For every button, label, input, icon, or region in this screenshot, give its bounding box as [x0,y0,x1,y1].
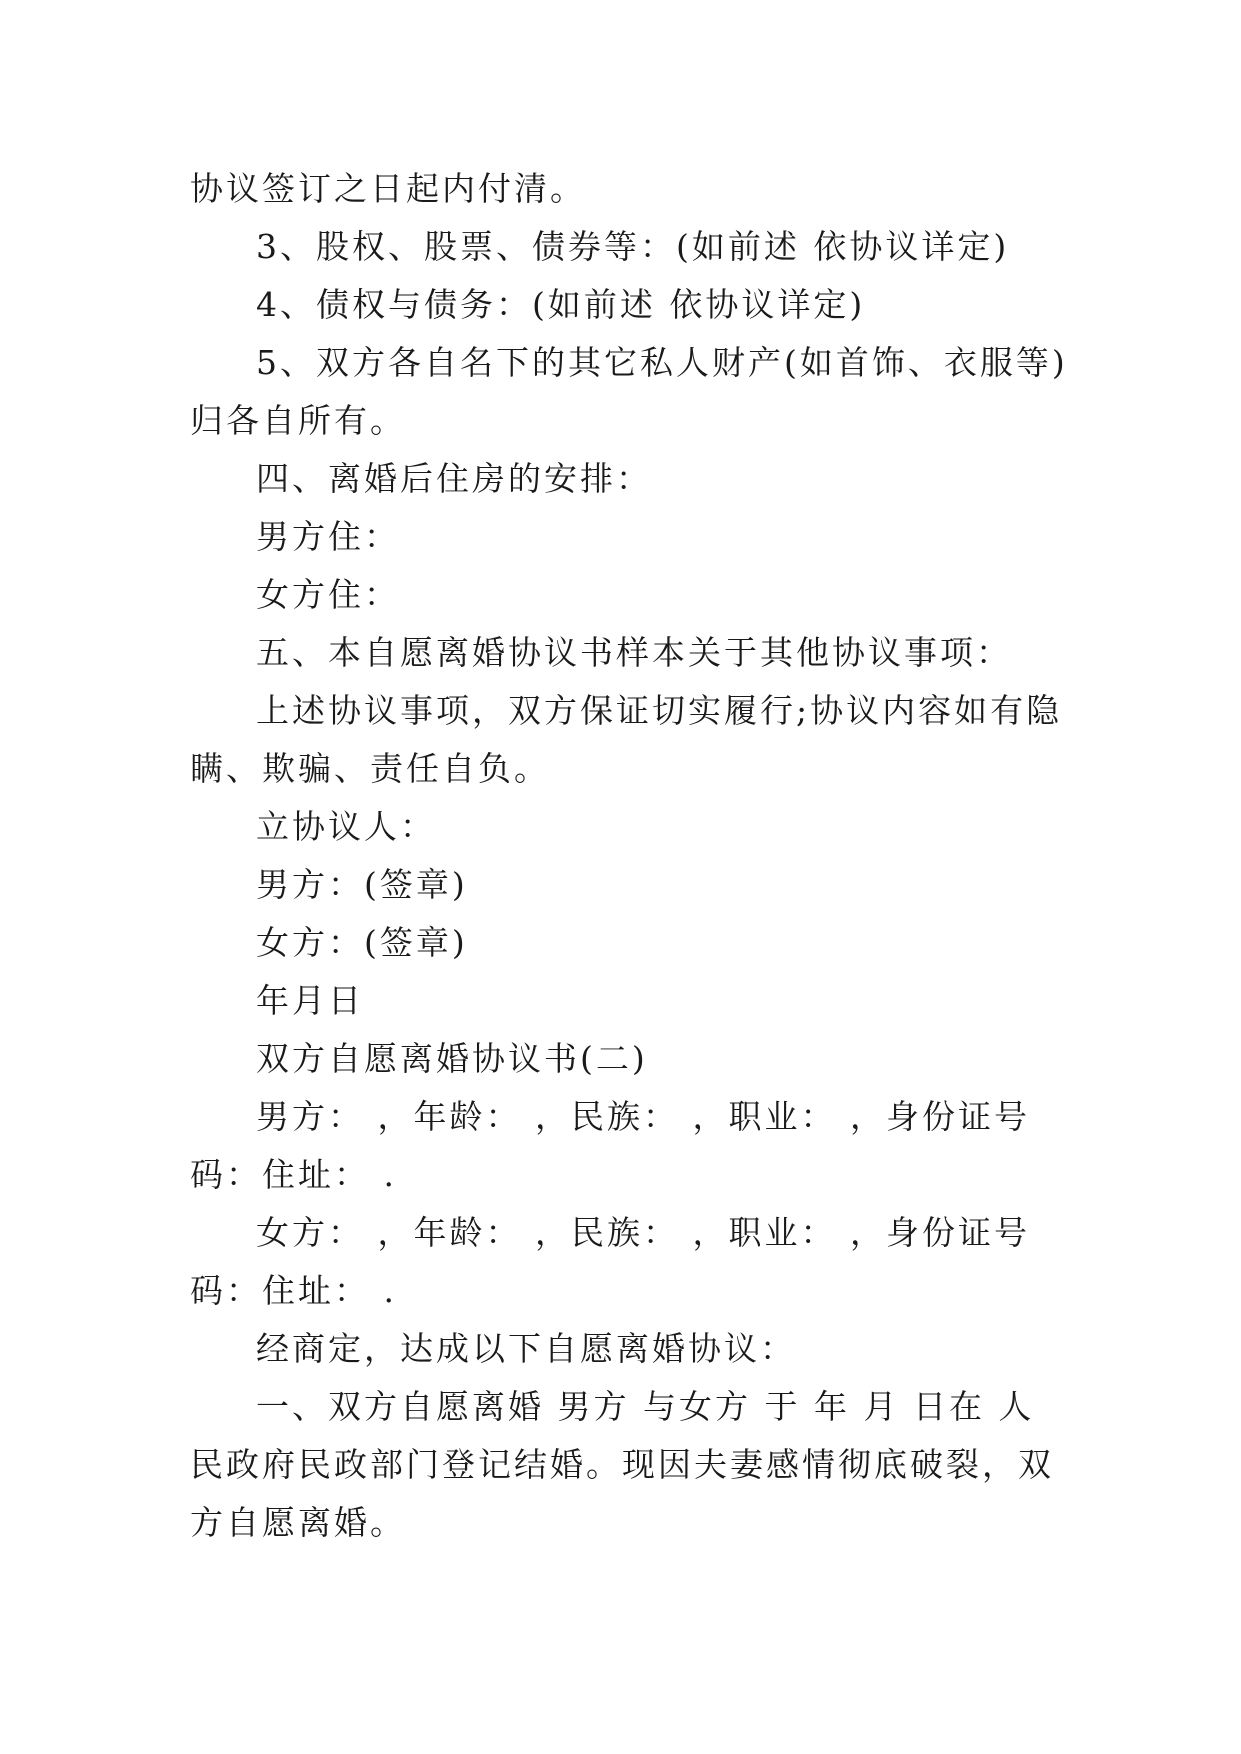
paragraph-clause-one: 一、双方自愿离婚 男方 与女方 于 年 月 日在 人民政府民政部门登记结婚。现因夫妻感情彻底破裂，双方自愿离婚。 [190,1387,1054,1542]
paragraph-male-info: 男方： ，年龄： ，民族： ，职业： ，身份证号码：住址： . [190,1097,1030,1194]
document-body [190,160,1070,1552]
paragraph-date: 年月日 [256,981,364,1020]
heading-other-matters: 五、本自愿离婚协议书样本关于其他协议事项： [256,633,1012,672]
heading-housing-arrangement: 四、离婚后住房的安排： [256,459,652,498]
paragraph-signatories: 立协议人： [256,807,436,846]
paragraph-guarantee: 上述协议事项，双方保证切实履行;协议内容如有隐瞒、欺骗、责任自负。 [190,691,1063,788]
paragraph-stocks-bonds: 3、股权、股票、债券等：(如前述 依协议详定) [256,227,1010,266]
paragraph-private-property: 5、双方各自名下的其它私人财产(如首饰、衣服等)归各自所有。 [190,343,1068,440]
heading-agreement-two: 双方自愿离婚协议书(二) [256,1039,648,1078]
paragraph-female-residence: 女方住： [256,575,400,614]
paragraph-payment-deadline: 协议签订之日起内付清。 [190,169,586,208]
paragraph-female-info: 女方： ，年龄： ，民族： ，职业： ，身份证号码：住址： . [190,1213,1030,1310]
paragraph-debts: 4、债权与债务：(如前述 依协议详定) [256,285,866,324]
paragraph-male-signature: 男方：(签章) [256,865,468,904]
paragraph-consensus: 经商定，达成以下自愿离婚协议： [256,1329,796,1368]
paragraph-male-residence: 男方住： [256,517,400,556]
paragraph-female-signature: 女方：(签章) [256,923,468,962]
